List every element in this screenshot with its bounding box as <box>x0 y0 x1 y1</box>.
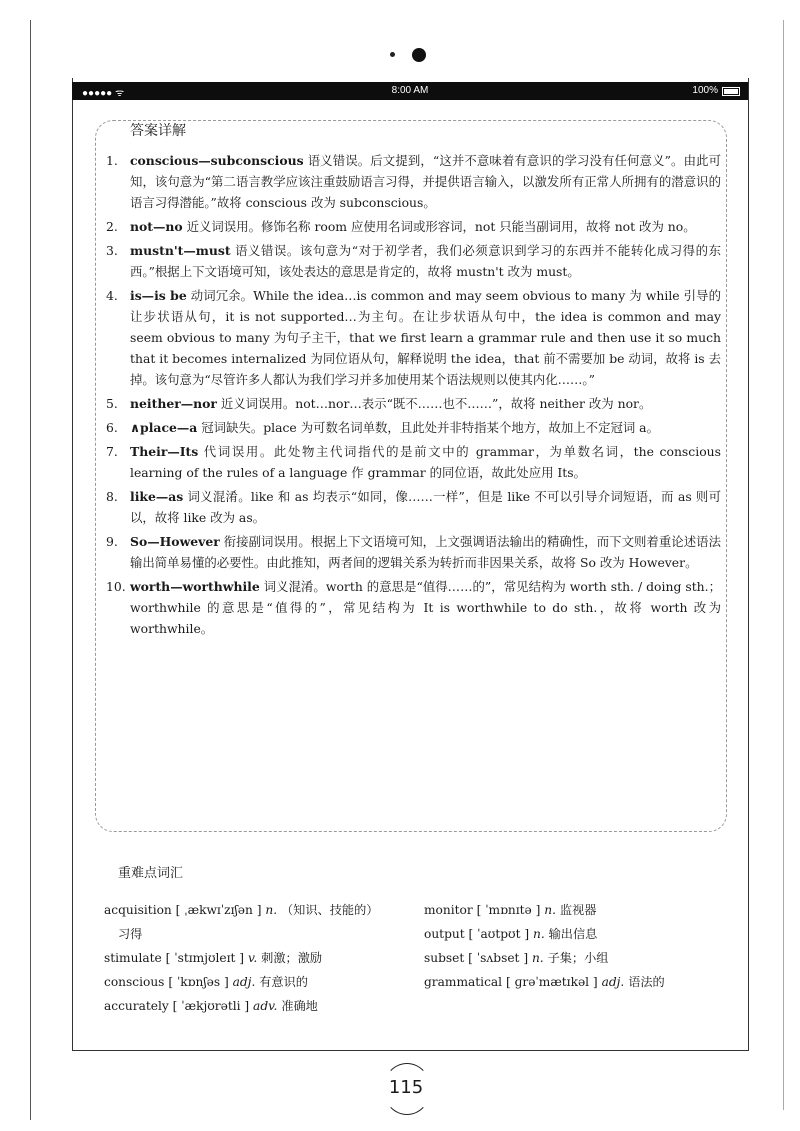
list-item: 6. ∧place—a 冠词缺失。place 为可数名词单数，且此处并非特指某个地方，故加上不定冠词 a。 <box>106 420 659 435</box>
list-item: 8. like—as 词义混淆。like 和 as 均表示“如同，像……一样”，但是 like 不可以引导介词短语，而 as 则可以，故将 like 改为 as。 <box>106 489 721 525</box>
page-number: 115 <box>388 1077 424 1098</box>
camera-sensor-icon <box>390 52 395 57</box>
vocab-entry: subset [ ˈsʌbset ] n. 子集；小组 <box>424 951 609 965</box>
list-item: 9. So—However 衔接副词误用。根据上下文语境可知，上文强调语法输出的精确性，而下文则着重论述语法输出简单易懂的必要性。由此推知，两者间的逻辑关系为转折而非因果关系，故将 So 改为 However。 <box>106 534 721 570</box>
scan-right-rule <box>783 20 784 1110</box>
vocab-entry: grammatical [ ɡrəˈmætɪkəl ] adj. 语法的 <box>424 975 665 989</box>
battery-icon <box>722 87 740 96</box>
vocab-entry: conscious [ ˈkɒnʃəs ] adj. 有意识的 <box>104 975 308 989</box>
list-item: 7. Their—Its 代词误用。此处物主代词指代的是前文中的 grammar，为单数名词，the conscious learning of the rules of a language 作 grammar 的同位语，故此处应用 Its。 <box>106 444 721 480</box>
vocab-entry: monitor [ ˈmɒnɪtə ] n. 监视器 <box>424 903 597 917</box>
vocabulary-right-column <box>424 898 724 994</box>
signal-icon: ●●●●● ᯤ <box>82 88 125 99</box>
camera-icon <box>412 48 426 62</box>
vocab-entry: accurately [ ˈækjʊrətli ] adv. 准确地 <box>104 999 318 1013</box>
list-item: 5. neither—nor 近义词误用。not…nor…表示“既不……也不……”，故将 neither 改为 nor。 <box>106 396 652 411</box>
vocabulary-heading: 重难点词汇 <box>118 866 184 881</box>
vocab-entry: output [ ˈaʊtpʊt ] n. 输出信息 <box>424 927 598 941</box>
vocab-entry: stimulate [ ˈstɪmjʊleɪt ] v. 刺激；激励 <box>104 951 323 965</box>
list-item: 1. conscious—subconscious 语义错误。后文提到，“这并不意味着有意识的学习没有任何意义”。由此可知，该句意为“第二语言教学应该注重鼓励语言习得，并提供语言输入，以激发所有正常人所拥有的潜意识的语言习得潜能。”故将 conscious 改为 subconscious。 <box>106 153 721 210</box>
scan-left-rule <box>30 20 31 1120</box>
list-item: 4. is—is be 动词冗余。While the idea…is common and may seem obvious to many 为 while 引导的让步状语从句，it is not supported…为主句。在让步状语从句中，the idea is common and may seem obvious to many 为句子主干，that we first learn a grammar rule and then use it so much that it becomes internalized 为同位语从句，解释说明 the idea，that 前不需要加 be 动词，故将 is 去掉。该句意为“尽管许多人都认为我们学习并多加使用某个语法规则以使其内化……。” <box>106 288 721 387</box>
list-item: 2. not—no 近义词误用。修饰名称 room 应使用名词或形容词，not 只能当副词用，故将 not 改为 no。 <box>106 219 696 234</box>
vocabulary-left-column <box>104 898 404 1018</box>
list-item: 10. worth—worthwhile 词义混淆。worth 的意思是“值得……的”，常见结构为 worth sth. / doing sth.；worthwhile 的意思是“值得的”，常见结构为 It is worthwhile to do sth.，故将 worth 改为 worthwhile。 <box>106 579 721 636</box>
answer-heading: 答案详解 <box>130 123 186 139</box>
battery-level: 100% <box>692 85 718 96</box>
list-item: 3. mustn't—must 语义错误。该句意为“对于初学者，我们必须意识到学习的东西并不能转化成习得的东西。”根据上下文语境可知，该处表达的意思是肯定的，故将 mustn't 改为 must。 <box>106 243 721 279</box>
status-time: 8:00 AM <box>391 85 429 96</box>
status-bar <box>72 82 748 100</box>
answer-list <box>106 150 721 642</box>
vocab-entry: acquisition [ ˌækwɪˈzɪʃən ] n. （知识、技能的） 习得 <box>104 903 379 941</box>
